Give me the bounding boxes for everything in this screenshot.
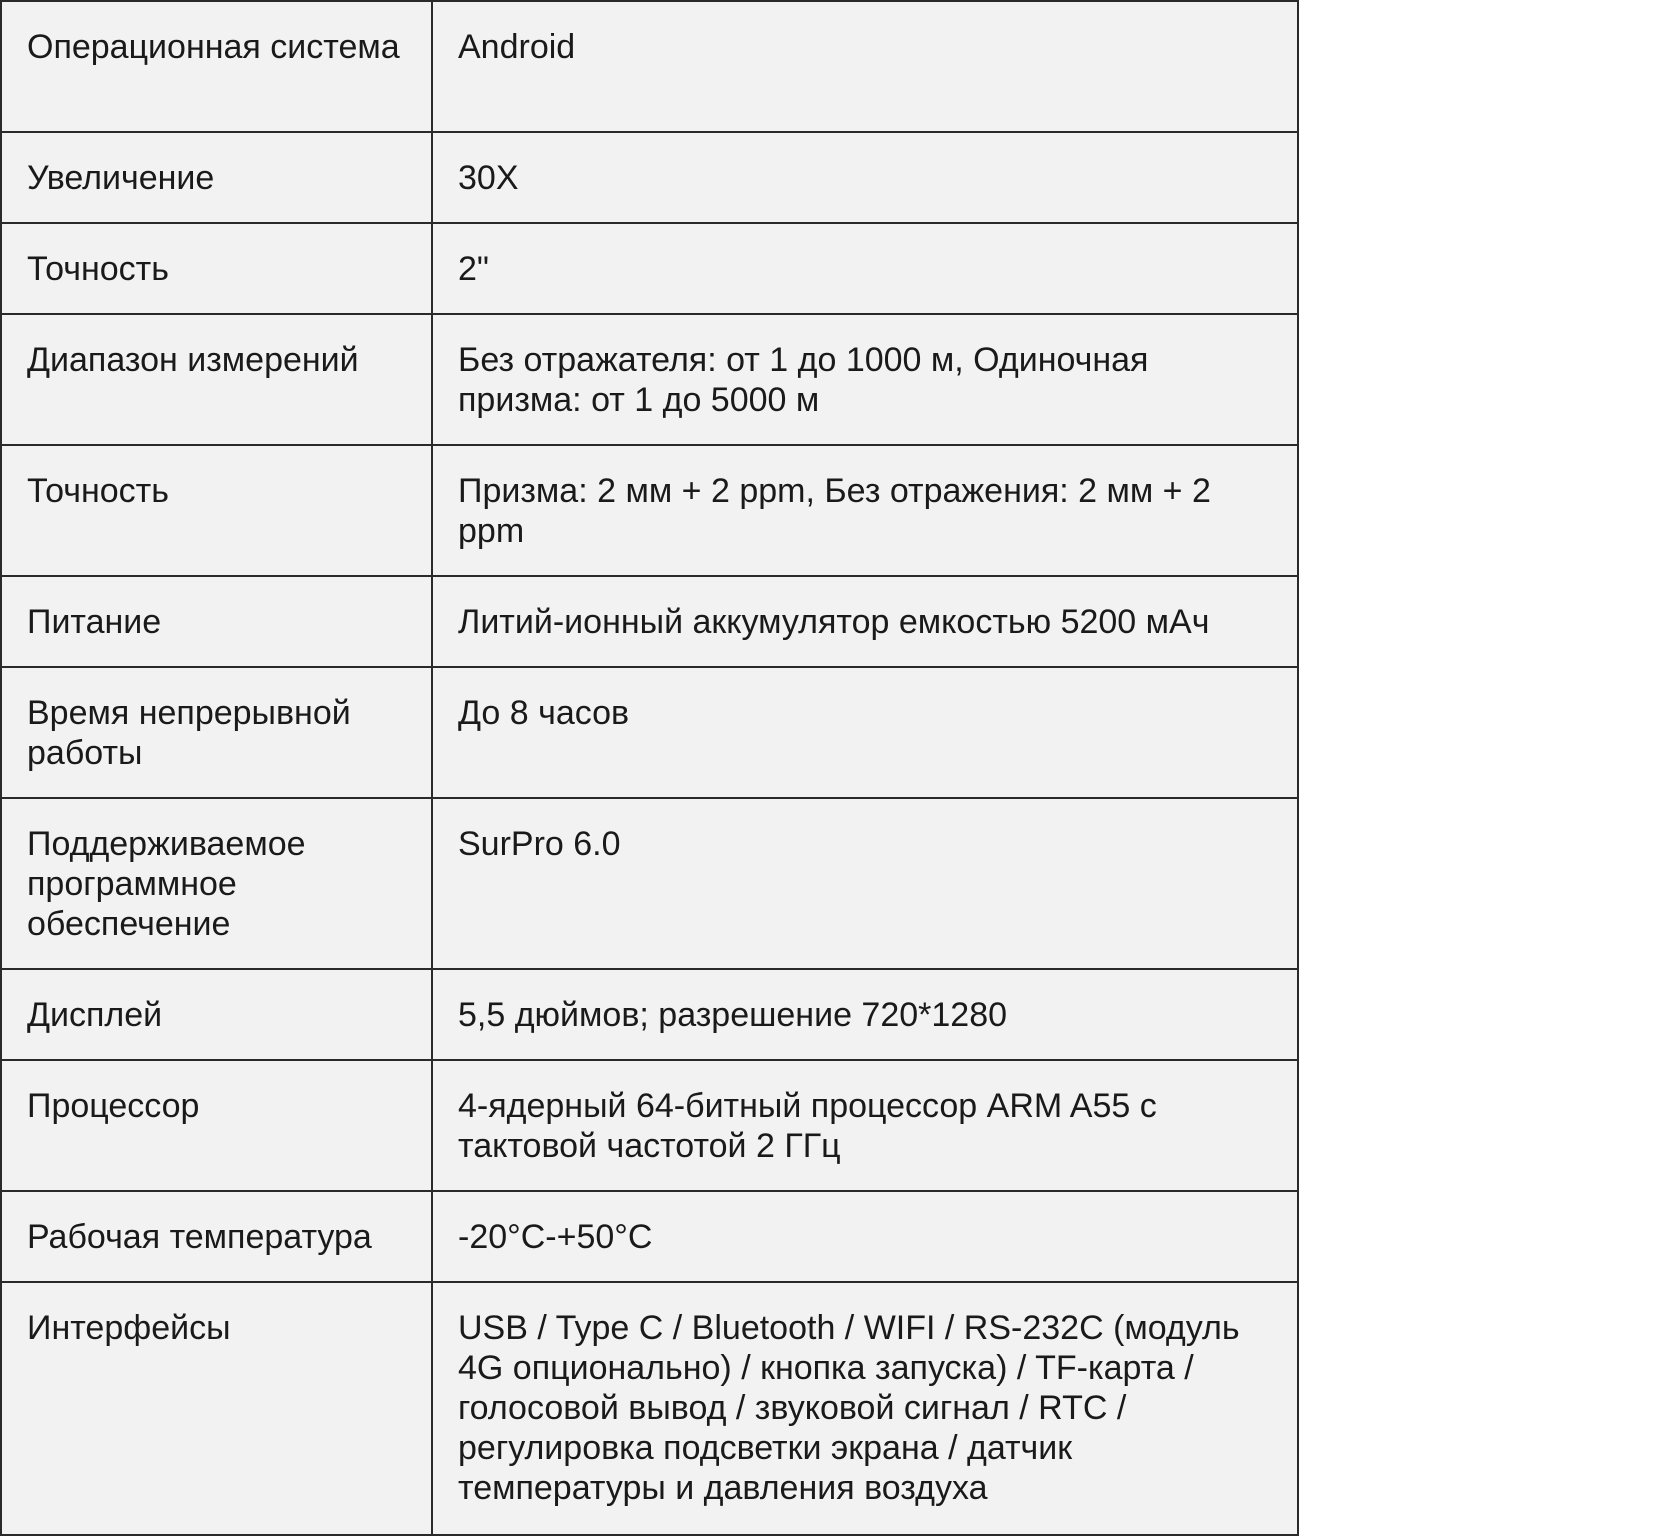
table-row (1, 1, 1298, 132)
spec-value: Android (432, 1, 1298, 132)
table-row (1, 969, 1298, 1060)
table-row (1, 1282, 1298, 1535)
spec-label: Процессор (1, 1060, 432, 1191)
table-row (1, 576, 1298, 667)
table-row (1, 314, 1298, 445)
spec-value: SurPro 6.0 (432, 798, 1298, 969)
spec-value: Призма: 2 мм + 2 ppm, Без отражения: 2 мм + 2 ppm (432, 445, 1298, 576)
spec-label: Интерфейсы (1, 1282, 432, 1535)
table-row (1, 132, 1298, 223)
spec-value: 2" (432, 223, 1298, 314)
spec-label: Дисплей (1, 969, 432, 1060)
spec-value: Без отражателя: от 1 до 1000 м, Одиночная призма: от 1 до 5000 м (432, 314, 1298, 445)
table-row (1, 445, 1298, 576)
spec-value: До 8 часов (432, 667, 1298, 798)
table-row (1, 1191, 1298, 1282)
spec-value: -20°C-+50°C (432, 1191, 1298, 1282)
spec-value: 5,5 дюймов; разрешение 720*1280 (432, 969, 1298, 1060)
table-row (1, 798, 1298, 969)
spec-label: Операционная система (1, 1, 432, 132)
spec-value: 4-ядерный 64-битный процессор ARM A55 с тактовой частотой 2 ГГц (432, 1060, 1298, 1191)
spec-label: Увеличение (1, 132, 432, 223)
spec-label: Точность (1, 445, 432, 576)
spec-label: Время непрерывной работы (1, 667, 432, 798)
spec-value: Литий-ионный аккумулятор емкостью 5200 мАч (432, 576, 1298, 667)
table-row (1, 1060, 1298, 1191)
table-row (1, 223, 1298, 314)
spec-label: Поддерживаемое программное обеспечение (1, 798, 432, 969)
spec-label: Рабочая температура (1, 1191, 432, 1282)
spec-label: Точность (1, 223, 432, 314)
table-row (1, 667, 1298, 798)
spec-value: 30X (432, 132, 1298, 223)
spec-value: USB / Type C / Bluetooth / WIFI / RS-232C (модуль 4G опционально) / кнопка запуска) / TF-карта / голосовой вывод / звуковой сигнал / RTC / регулировка подсветки экрана / датчик температуры и давления воздуха (432, 1282, 1298, 1535)
spec-label: Питание (1, 576, 432, 667)
spec-label: Диапазон измерений (1, 314, 432, 445)
